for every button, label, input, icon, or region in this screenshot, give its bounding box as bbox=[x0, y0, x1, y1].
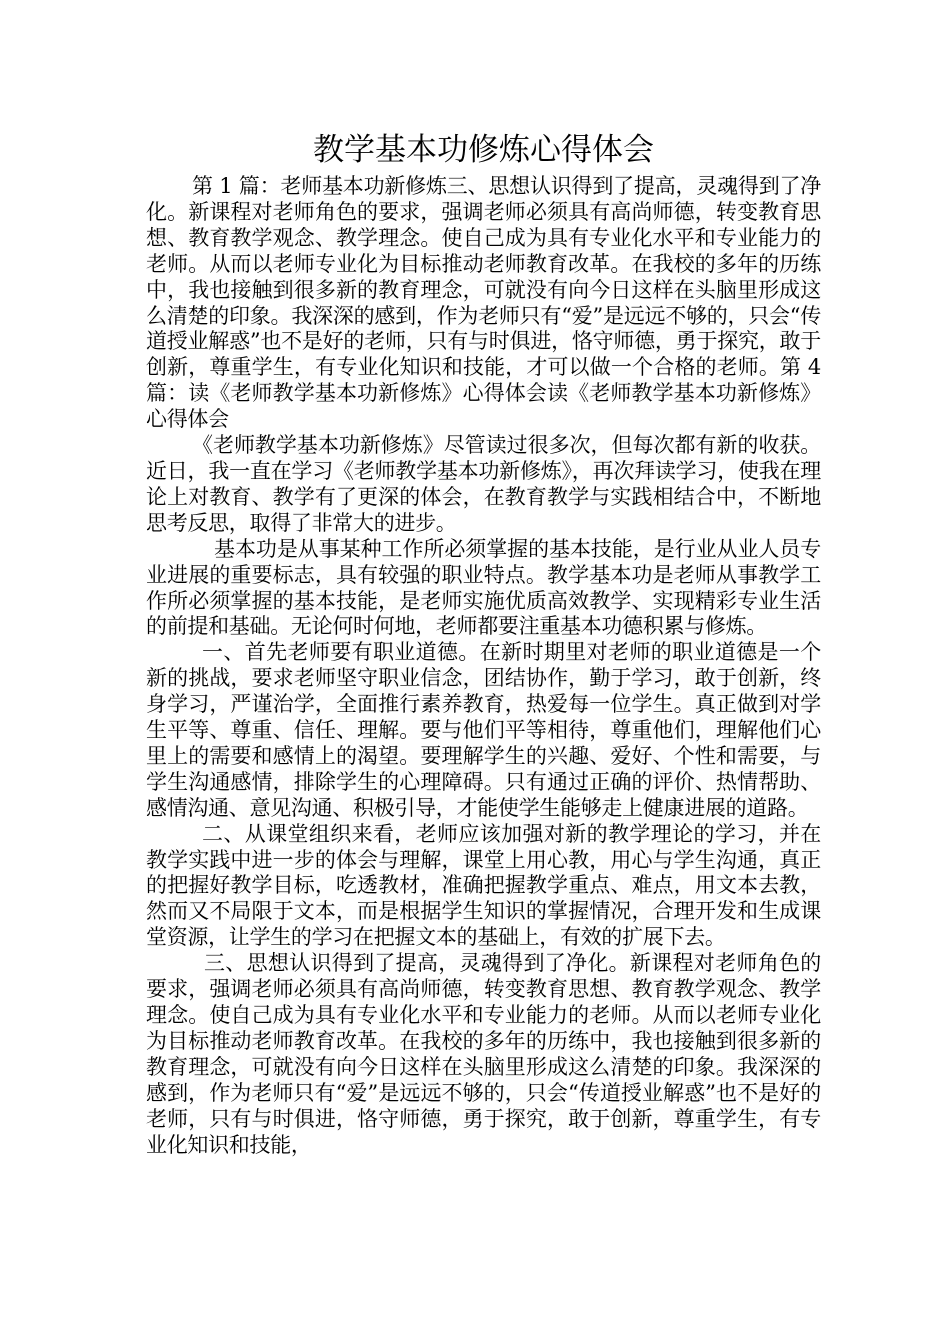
paragraph-2: 《老师教学基本功新修炼》尽管读过很多次，但每次都有新的收获。近日，我一直在学习《老师教学基本功新修炼》，再次拜读学习，使我在理论上对教育、教学有了更深的体会，在教育教学与实践相结合中，不断地思考反思，取得了非常大的进步。 bbox=[146, 433, 821, 535]
document-title: 教学基本功修炼心得体会 bbox=[313, 132, 654, 168]
paragraph-6: 三、思想认识得到了提高，灵魂得到了净化。新课程对老师角色的要求，强调老师必须具有高尚师德，转变教育思想、教育教学观念、教学理念。使自己成为具有专业化水平和专业能力的老师。从而以老师专业化为目标推动老师教育改革。在我校的多年的历练中，我也接触到很多新的教育理念，可就没有向今日这样在头脑里形成这么清楚的印象。我深深的感到，作为老师只有“爱”是远远不够的，只会“传道授业解惑”也不是好的老师，只有与时俱进，恪守师德，勇于探究，敢于创新，尊重学生，有专业化知识和技能， bbox=[146, 951, 821, 1157]
paragraph-1: 第 1 篇：老师基本功新修炼三、思想认识得到了提高，灵魂得到了净化。新课程对老师角色的要求，强调老师必须具有高尚师德，转变教育思想、教育教学观念、教学理念。使自己成为具有专业化水平和专业能力的老师。从而以老师专业化为目标推动老师教育改革。在我校的多年的历练中，我也接触到很多新的教育理念，可就没有向今日这样在头脑里形成这么清楚的印象。我深深的感到，作为老师只有“爱”是远远不够的，只会“传道授业解惑”也不是好的老师，只有与时俱进，恪守师德，勇于探究，敢于创新，尊重学生，有专业化知识和技能，才可以做一个合格的老师。第 4 篇：读《老师教学基本功新修炼》心得体会读《老师教学基本功新修炼》心得体会 bbox=[146, 174, 821, 432]
document-body bbox=[146, 128, 821, 1158]
paragraph-3: 基本功是从事某种工作所必须掌握的基本技能，是行业从业人员专业进展的重要标志，具有较强的职业特点。教学基本功是老师从事教学工作所必须掌握的基本技能，是老师实施优质高效教学、实现精彩专业生活的前提和基础。无论何时何地，老师都要注重基本功德积累与修炼。 bbox=[146, 536, 821, 639]
paragraph-5: 二、从课堂组织来看，老师应该加强对新的教学理论的学习，并在教学实践中进一步的体会与理解，课堂上用心教，用心与学生沟通，真正的把握好教学目标，吃透教材，准确把握教学重点、难点，用文本去教，然而又不局限于文本，而是根据学生知识的掌握情况，合理开发和生成课堂资源，让学生的学习在把握文本的基础上，有效的扩展下去。 bbox=[146, 821, 821, 950]
paragraph-4: 一、首先老师要有职业道德。在新时期里对老师的职业道德是一个新的挑战，要求老师坚守职业信念，团结协作，勤于学习，敢于创新，终身学习，严谨治学，全面推行素养教育，热爱每一位学生。真正做到对学生平等、尊重、信任、理解。要与他们平等相待，尊重他们，理解他们心里上的需要和感情上的渴望。要理解学生的兴趣、爱好、个性和需要，与学生沟通感情，排除学生的心理障碍。只有通过正确的评价、热情帮助、感情沟通、意见沟通、积极引导，才能使学生能够走上健康进展的道路。 bbox=[146, 640, 821, 820]
